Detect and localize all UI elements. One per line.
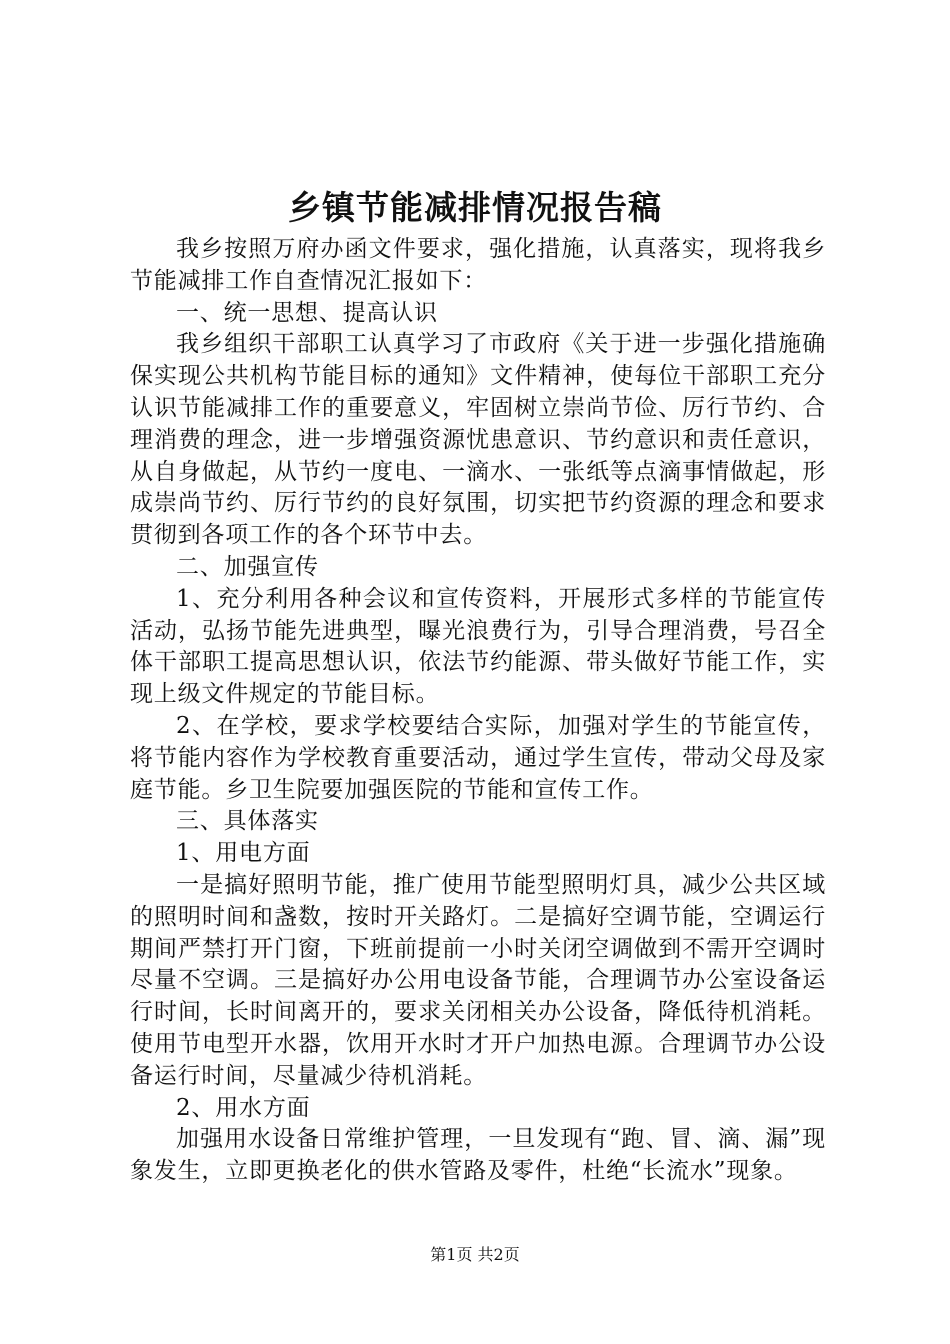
subsection-heading-water: 2、用水方面 (176, 1094, 311, 1121)
section-2-item-1: 1、充分利用各种会议和宣传资料，开展形式多样的节能宣传活动，弘扬节能先进典型，曝光浪费行为，引导合理消费，号召全体干部职工提高思想认识，依法节约能源、带头做好节能工作，实现上级文件规定的节能目标。 (130, 585, 826, 708)
section-1-paragraph: 我乡组织干部职工认真学习了市政府《关于进一步强化措施确保实现公共机构节能目标的通知》文件精神，使每位干部职工充分认识节能减排工作的重要意义，牢固树立崇尚节俭、厉行节约、合理消费的理念，进一步增强资源忧患意识、节约意识和责任意识，从自身做起，从节约一度电、一滴水、一张纸等点滴事情做起，形成崇尚节约、厉行节约的良好氛围，切实把节约资源的理念和要求贯彻到各项工作的各个环节中去。 (130, 331, 826, 549)
section-heading-1: 一、统一思想、提高认识 (176, 299, 438, 326)
document-body (130, 234, 826, 1188)
electricity-paragraph: 一是搞好照明节能，推广使用节能型照明灯具，减少公共区域的照明时间和盏数，按时开关路灯。二是搞好空调节能，空调运行期间严禁打开门窗，下班前提前一小时关闭空调做到不需开空调时尽量不空调。三是搞好办公用电设备节能，合理调节办公室设备运行时间，长时间离开的，要求关闭相关办公设备，降低待机消耗。使用节电型开水器，饮用开水时才开户加热电源。合理调节办公设备运行时间，尽量减少待机消耗。 (130, 871, 826, 1089)
water-paragraph: 加强用水设备日常维护管理，一旦发现有“跑、冒、滴、漏”现象发生，立即更换老化的供水管路及零件，杜绝“长流水”现象。 (130, 1126, 826, 1185)
section-2-item-2: 2、在学校，要求学校要结合实际，加强对学生的节能宣传，将节能内容作为学校教育重要活动，通过学生宣传，带动父母及家庭节能。乡卫生院要加强医院的节能和宣传工作。 (130, 712, 826, 803)
section-heading-3: 三、具体落实 (176, 808, 319, 835)
page-number-footer: 第1页 共2页 (430, 1245, 520, 1264)
page-title: 乡镇节能减排情况报告稿 (288, 188, 662, 227)
subsection-heading-electricity: 1、用电方面 (176, 840, 311, 867)
section-heading-2: 二、加强宣传 (176, 553, 319, 580)
intro-paragraph: 我乡按照万府办函文件要求，强化措施，认真落实，现将我乡节能减排工作自查情况汇报如下： (130, 236, 826, 294)
